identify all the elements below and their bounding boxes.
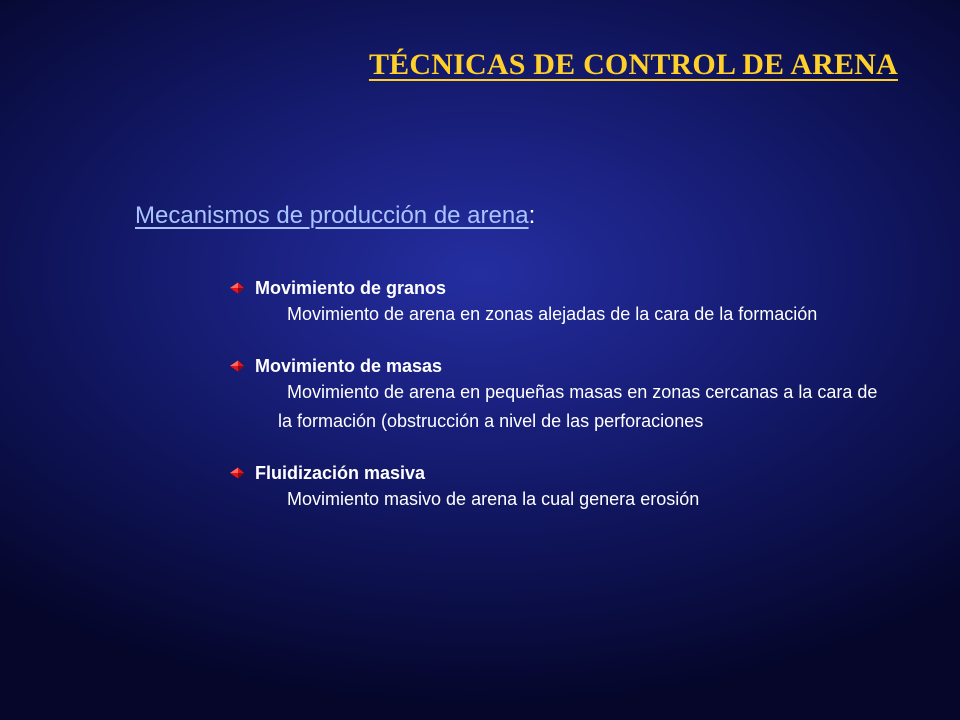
bullet-label: Movimiento de masas	[255, 355, 443, 376]
section-heading-text: Mecanismos de producción de arena	[135, 202, 529, 229]
red-diamond-bullet-icon	[228, 281, 246, 295]
bullet-label: Fluidización masiva	[255, 462, 426, 483]
bullet-item	[228, 276, 898, 329]
section-heading	[135, 202, 535, 230]
bullet-item	[228, 461, 898, 514]
bullet-description: Movimiento masivo de arena la cual genera erosión	[287, 489, 700, 509]
slide-title: TÉCNICAS DE CONTROL DE ARENA	[368, 48, 898, 81]
bullet-description: Movimiento de arena en zonas alejadas de la cara de la formación	[287, 304, 818, 324]
section-heading-colon: :	[528, 202, 536, 229]
bullet-header	[228, 354, 898, 378]
bullet-list	[228, 276, 898, 539]
bullet-label: Movimiento de granos	[255, 277, 447, 298]
red-diamond-bullet-icon	[228, 359, 246, 373]
bullet-header	[228, 276, 898, 300]
bullet-item	[228, 354, 898, 436]
bullet-description: Movimiento de arena en pequeñas masas en zonas cercanas a la cara de la formación (obstrucción a nivel de las perforaciones	[278, 382, 878, 431]
red-diamond-bullet-icon	[228, 466, 246, 480]
bullet-header	[228, 461, 898, 485]
